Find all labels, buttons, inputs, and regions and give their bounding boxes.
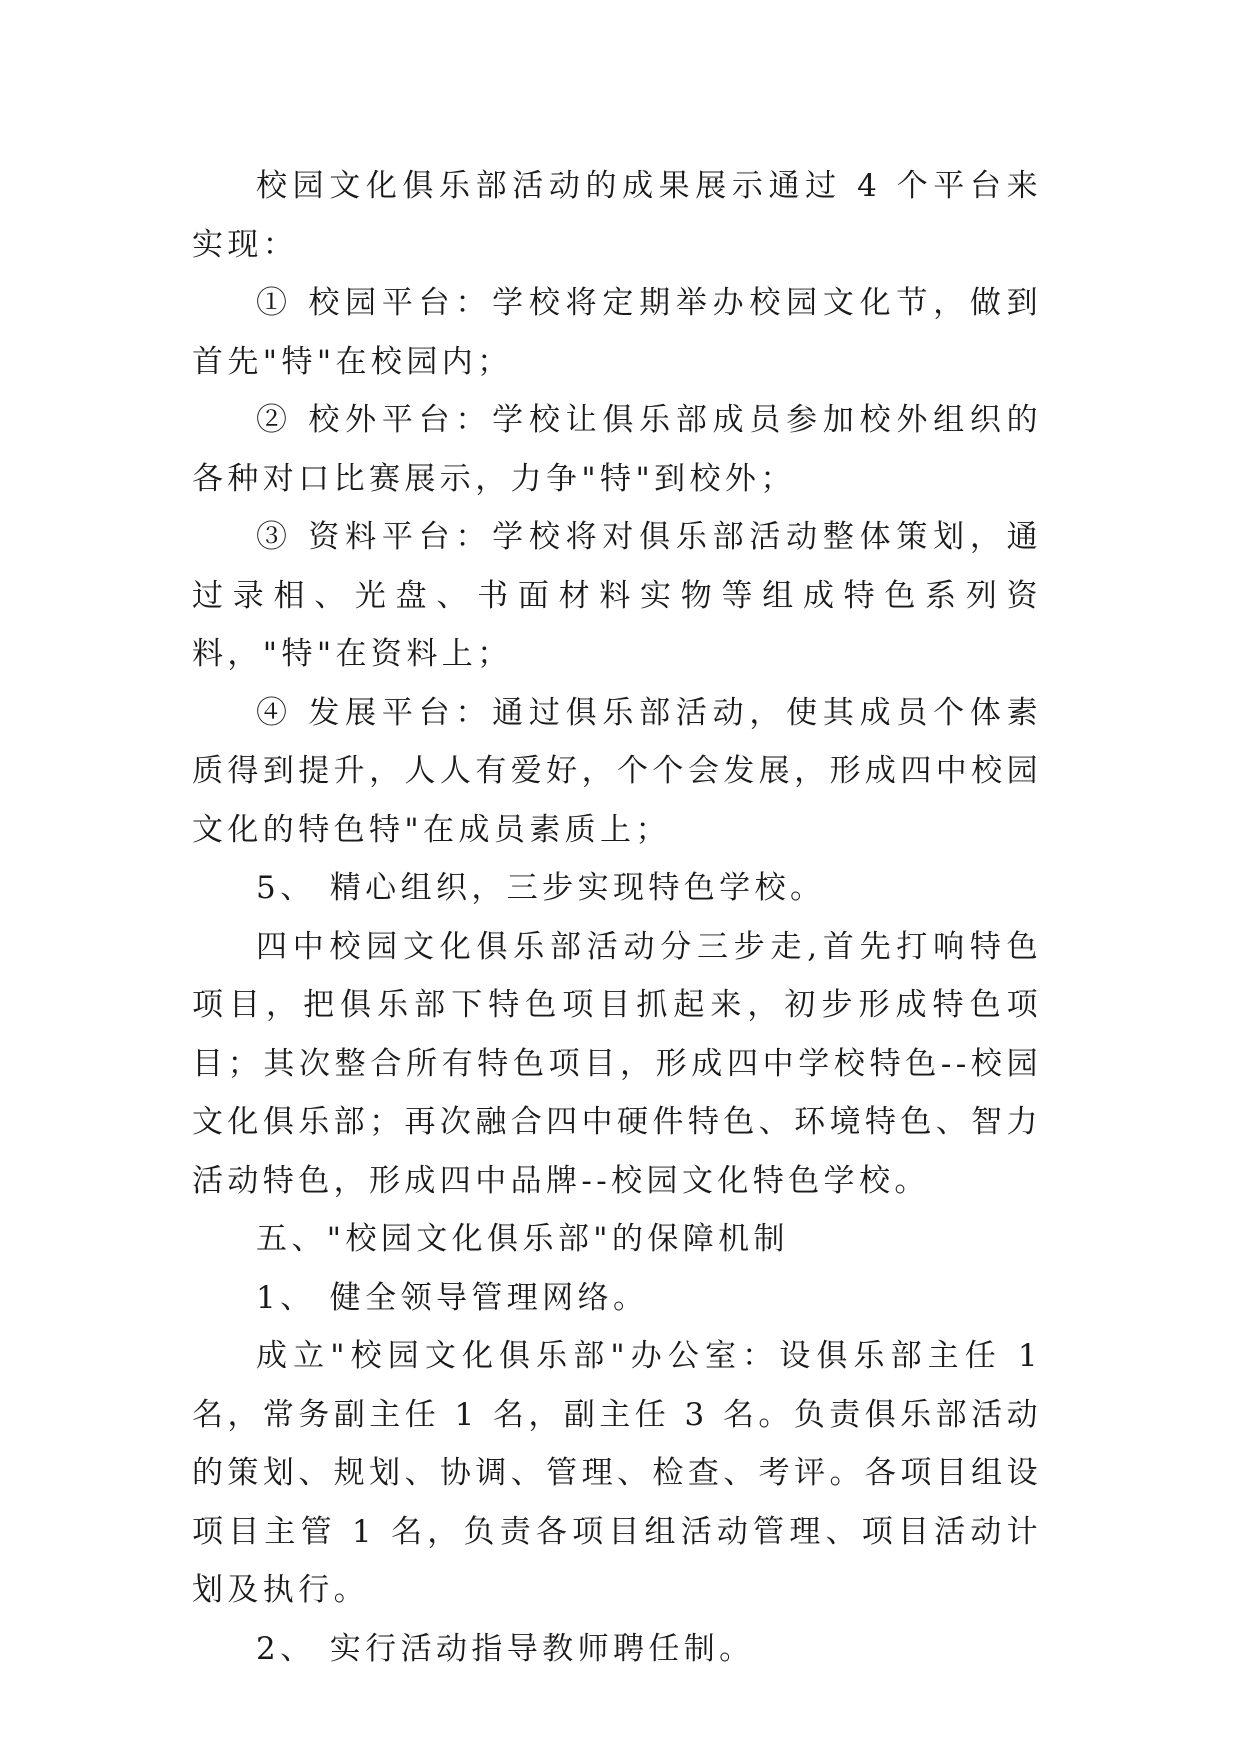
paragraph-office-setup: 成立"校园文化俱乐部"办公室：设俱乐部主任 1 名，常务副主任 1 名，副主任 3 名。负责俱乐部活动的策划、规划、协调、管理、检查、考评。各项目组设项目主管 1 名，负责各项目组活动管理、项目活动计划及执行。	[192, 1338, 1057, 1608]
paragraph-platforms-intro: 校园文化俱乐部活动的成果展示通过 4 个平台来实现：	[192, 168, 1042, 263]
paragraph-heading-step5: 5、 精心组织，三步实现特色学校。	[256, 870, 826, 906]
paragraph-offcampus-platform: ② 校外平台：学校让俱乐部成员参加校外组织的各种对口比赛展示，力争"特"到校外；	[192, 402, 1042, 497]
paragraph-heading-leadership: 1、 健全领导管理网络。	[256, 1279, 649, 1316]
paragraph-campus-platform: ① 校园平台：学校将定期举办校园文化节，做到首先"特"在校园内；	[192, 285, 1042, 380]
document-body	[192, 157, 1057, 1678]
section-heading-guarantee: 五、"校园文化俱乐部"的保障机制	[256, 1221, 789, 1257]
paragraph-three-steps: 四中校园文化俱乐部活动分三步走,首先打响特色项目，把俱乐部下特色项目抓起来，初步形成特色项目；其次整合所有特色项目，形成四中学校特色--校园文化俱乐部；再次融合四中硬件特色、环境特色、智力活动特色，形成四中品牌--校园文化特色学校。	[192, 928, 1042, 1199]
paragraph-development-platform: ④ 发展平台：通过俱乐部活动，使其成员个体素质得到提升，人人有爱好，个个会发展，形成四中校园文化的特色特"在成员素质上；	[192, 694, 1042, 848]
paragraph-materials-platform: ③ 资料平台：学校将对俱乐部活动整体策划，通过录相、光盘、书面材料实物等组成特色系列资料，"特"在资料上；	[192, 519, 1042, 672]
paragraph-heading-instructor: 2、 实行活动指导教师聘任制。	[256, 1630, 755, 1667]
